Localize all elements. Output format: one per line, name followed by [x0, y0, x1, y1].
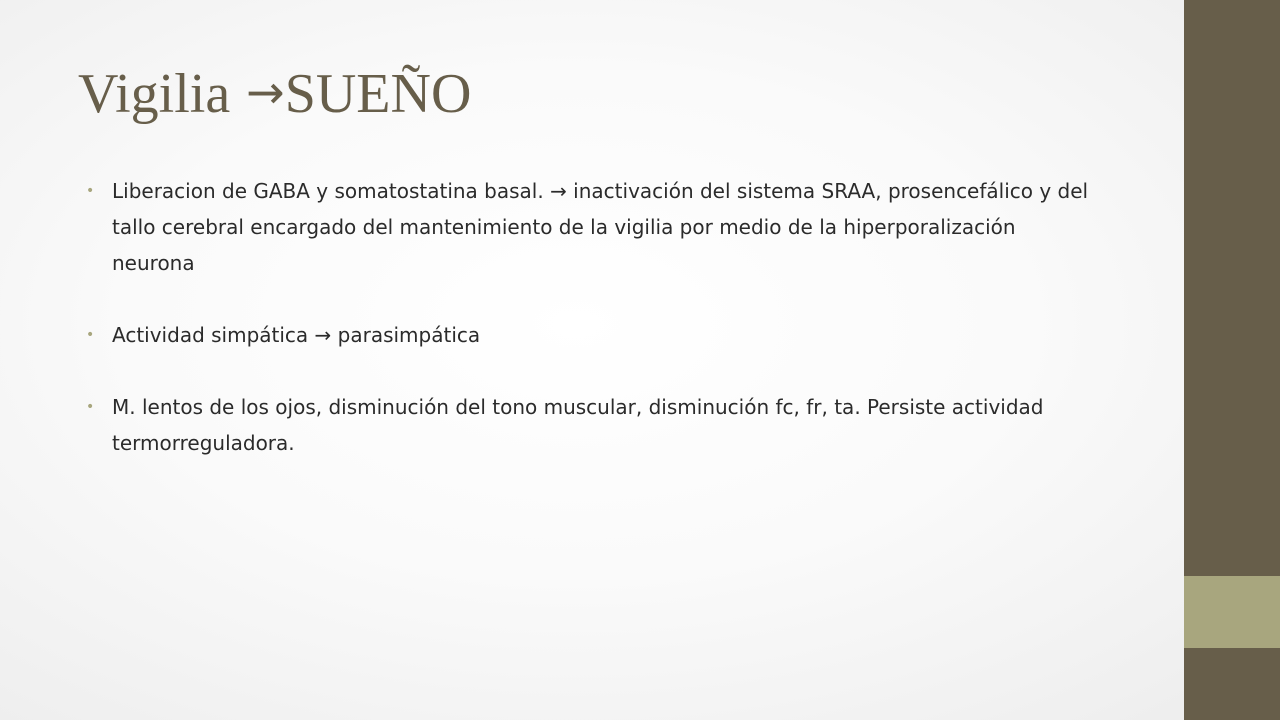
title-main: Vigilia — [78, 63, 245, 125]
slide-title — [78, 56, 471, 130]
bullet-text: Actividad simpática → parasimpática — [112, 323, 481, 347]
bullet-item — [86, 389, 1098, 461]
bullet-text: Liberacion de GABA y somatostatina basal. → inactivación del sistema SRAA, prosencefálico y del tallo cerebral encargado del mantenimiento de la vigilia por medio de la hiperporalización neurona — [112, 179, 1089, 275]
bullet-item — [86, 173, 1098, 281]
bullet-dot-icon: • — [86, 399, 95, 415]
arrow-right-icon: → — [246, 65, 285, 119]
title-tail: SUEÑO — [284, 63, 472, 125]
bullet-dot-icon: • — [86, 327, 95, 343]
bullet-text: M. lentos de los ojos, disminución del tono muscular, disminución fc, fr, ta. Persiste actividad termorreguladora. — [112, 395, 1044, 455]
side-bar-accent — [1184, 576, 1280, 648]
bullet-list — [86, 173, 1098, 461]
side-bar-dark-top — [1184, 0, 1280, 576]
bullet-dot-icon: • — [86, 183, 95, 199]
bullet-item — [86, 317, 1098, 353]
side-bar-dark-bottom — [1184, 648, 1280, 720]
